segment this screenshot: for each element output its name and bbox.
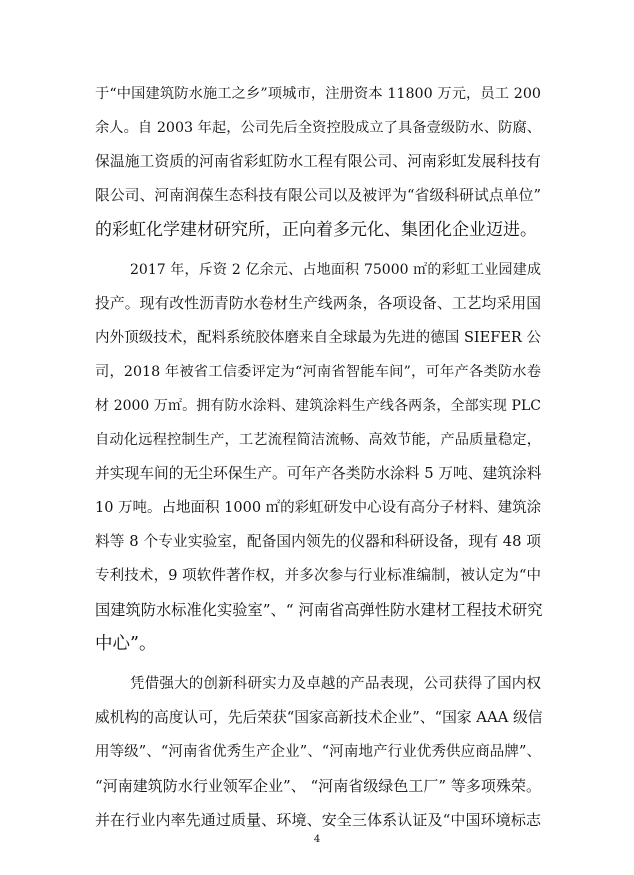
text-line: 并在行业内率先通过质量、环境、安全三体系认证及“中国环境标志 xyxy=(95,811,541,829)
text-line: 于“中国建筑防水施工之乡”项城市，注册资本 11800 万元，员工 200 xyxy=(95,86,541,102)
text-line: 司，2018 年被省工信委评定为“河南省智能车间”，可年产各类防水卷 xyxy=(95,364,541,380)
text-line: 中心”。 xyxy=(95,634,157,654)
text-line: 并实现车间的无尘环保生产。可年产各类防水涂料 5 万吨、建筑涂料 xyxy=(95,465,542,482)
text-line: 用等级”、“河南省优秀生产企业”、“河南地产行业优秀供应商品牌”、 xyxy=(95,744,541,760)
text-line: 投产。现有改性沥青防水卷材生产线两条，各项设备、工艺均采用国 xyxy=(95,295,541,312)
text-line: 10 万吨。占地面积 1000 ㎡的彩虹研发中心设有高分子材料、建筑涂 xyxy=(95,500,542,516)
text-line: 保温施工资质的河南省彩虹防水工程有限公司、河南彩虹发展科技有 xyxy=(95,153,541,170)
text-line: 内外顶级技术，配料系统胶体磨来自全球最为先进的德国 SIEFER 公 xyxy=(95,330,541,346)
text-line: 的彩虹化学建材研究所，正向着多元化、集团化企业迈进。 xyxy=(95,220,537,240)
text-line: “河南建筑防水行业领军企业”、 “河南省级绿色工厂” 等多项殊荣。 xyxy=(95,777,541,795)
text-line: 威机构的高度认可，先后荣获“国家高新技术企业”、“国家 AAA 级信 xyxy=(95,709,543,726)
text-line: 限公司、河南润葆生态科技有限公司以及被评为“省级科研试点单位” xyxy=(95,187,541,204)
text-line: 自动化远程控制生产，工艺流程简洁流畅、高效节能，产品质量稳定， xyxy=(95,432,541,448)
text-line: 料等 8 个专业实验室，配备国内领先的仪器和科研设备，现有 48 项 xyxy=(95,533,541,550)
text-line: 凭借强大的创新科研实力及卓越的产品表现，公司获得了国内权 xyxy=(130,676,541,692)
text-line: 专利技术，9 项软件著作权，并多次参与行业标准编制，被认定为“中 xyxy=(95,568,541,584)
text-line: 国建筑防水标准化实验室”、“ 河南省高弹性防水建材工程技术研究 xyxy=(95,601,543,619)
text-line: 余人。自 2003 年起，公司先后全资控股成立了具备壹级防水、防腐、 xyxy=(95,120,541,136)
text-line: 材 2000 万㎡。拥有防水涂料、建筑涂料生产线各两条，全部实现 PLC xyxy=(95,398,541,414)
page-number: 4 xyxy=(313,834,321,845)
text-line: 2017 年，斥资 2 亿余元、占地面积 75000 ㎡的彩虹工业园建成 xyxy=(130,262,541,278)
